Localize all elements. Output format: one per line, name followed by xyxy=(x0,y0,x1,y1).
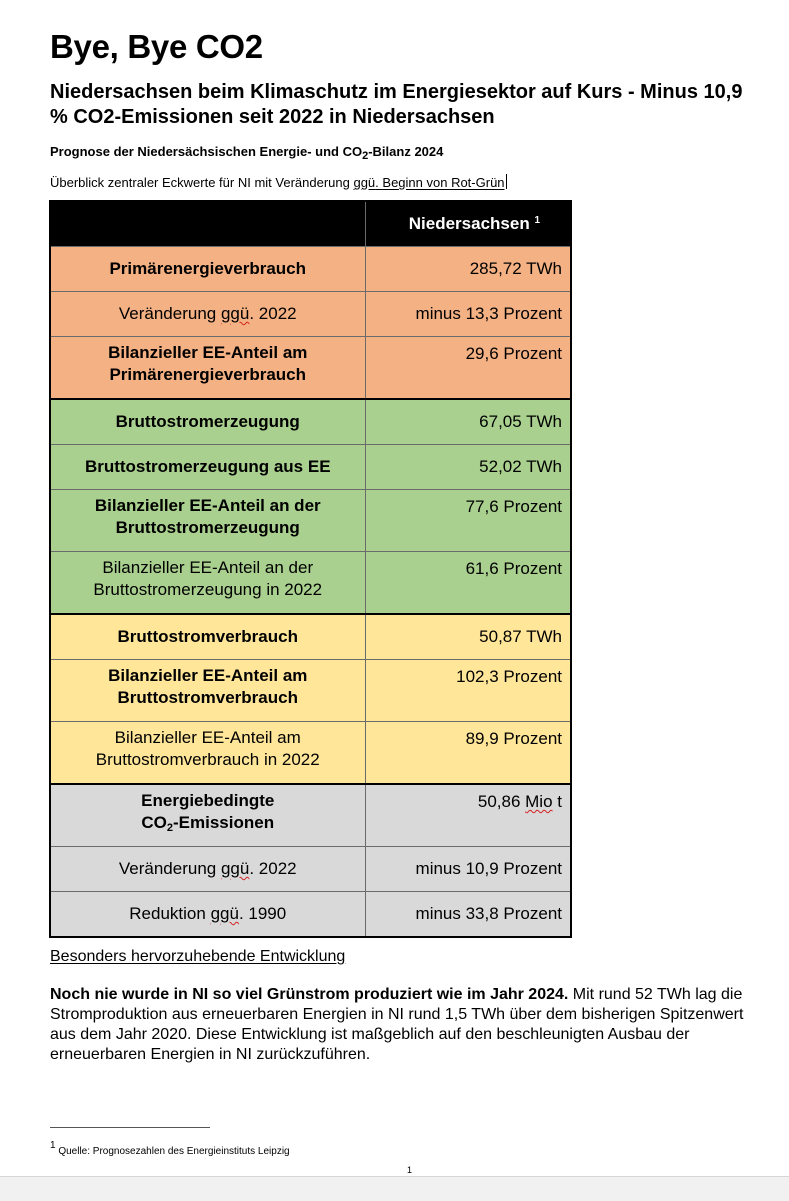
table-row xyxy=(50,614,571,660)
overview-abbrev: ggü xyxy=(353,175,376,190)
row-label-abbrev: ggü xyxy=(220,304,250,323)
table-row xyxy=(50,399,571,445)
row-value: 67,05 TWh xyxy=(365,399,571,445)
row-value: 50,87 TWh xyxy=(365,614,571,660)
row-label: Bruttostromerzeugung xyxy=(50,399,365,445)
row-label-part: . 2022 xyxy=(249,859,297,878)
row-label-part: CO xyxy=(141,813,167,832)
overview-text-d: Beginn von Rot-Grün xyxy=(382,175,505,190)
header-footnote-mark: 1 xyxy=(534,215,540,226)
row-label-part: Veränderung xyxy=(118,304,221,323)
row-value-abbrev: Mio xyxy=(525,792,553,811)
page-bottom-band xyxy=(0,1176,789,1201)
key-figures-table xyxy=(49,200,572,938)
table-row xyxy=(50,784,571,847)
row-value xyxy=(365,784,571,847)
footnote-mark: 1 xyxy=(50,1140,56,1151)
prognose-suffix: -Bilanz 2024 xyxy=(368,144,444,159)
row-label xyxy=(50,847,365,892)
row-label: Bilanzieller EE-Anteil an der Bruttostromerzeugung in 2022 xyxy=(50,552,365,615)
row-label xyxy=(50,892,365,938)
table-row xyxy=(50,292,571,337)
table-row xyxy=(50,552,571,615)
row-value: 61,6 Prozent xyxy=(365,552,571,615)
paragraph-lead: Noch nie wurde in NI so viel Grünstrom produziert wie im Jahr 2024. xyxy=(50,986,569,1003)
footnote xyxy=(50,1140,290,1157)
row-value: minus 10,9 Prozent xyxy=(365,847,571,892)
row-value: 77,6 Prozent xyxy=(365,490,571,552)
row-label-abbrev: ggü xyxy=(220,859,250,878)
table-row xyxy=(50,247,571,292)
row-label xyxy=(50,784,365,847)
row-value: 89,9 Prozent xyxy=(365,722,571,785)
row-label: Bilanzieller EE-Anteil am Bruttostromverbrauch xyxy=(50,660,365,722)
row-value: 285,72 TWh xyxy=(365,247,571,292)
row-label-part: Reduktion xyxy=(129,904,211,923)
document-title: Bye, Bye CO2 xyxy=(50,28,263,65)
row-label-subscript: 2 xyxy=(166,822,174,834)
table-row xyxy=(50,892,571,938)
table-header-row xyxy=(50,201,571,247)
page-number: 1 xyxy=(407,1165,413,1175)
prognose-subscript: 2 xyxy=(362,150,369,162)
row-label: Bilanzieller EE-Anteil an der Bruttostromerzeugung xyxy=(50,490,365,552)
row-label: Bruttostromerzeugung aus EE xyxy=(50,445,365,490)
row-value-part: 50,86 xyxy=(477,792,526,811)
row-value: 102,3 Prozent xyxy=(365,660,571,722)
row-label-part: . 2022 xyxy=(249,304,297,323)
row-label: Bilanzieller EE-Anteil am Primärenergieverbrauch xyxy=(50,337,365,400)
overview-text-a: Überblick zentraler Eckwerte für NI mit Veränderung xyxy=(50,175,354,190)
row-label-part: . 1990 xyxy=(238,904,287,923)
document-subtitle: Niedersachsen beim Klimaschutz im Energiesektor auf Kurs - Minus 10,9 % CO2-Emissionen seit 2022 in Niedersachsen xyxy=(50,81,743,128)
table-row xyxy=(50,445,571,490)
paragraph-body: Mit rund 52 TWh lag die Stromproduktion aus erneuerbaren Energien in NI rund 1,5 TWh über dem bisherigen Spitzenwert aus dem Jahr 2020. Diese Entwicklung ist maßgeblich auf den beschleunigten Ausbau der erneuerbaren Energien in NI zurückzuführen. xyxy=(50,986,744,1063)
row-value: minus 13,3 Prozent xyxy=(365,292,571,337)
row-value: 29,6 Prozent xyxy=(365,337,571,400)
table-header-blank xyxy=(50,201,365,247)
table-header-region xyxy=(365,201,571,247)
section-heading: Besonders hervorzuhebende Entwicklung xyxy=(50,948,346,965)
overview-line[interactable] xyxy=(50,174,507,190)
row-label-part: Energiebedingte xyxy=(141,791,275,810)
row-value-part: t xyxy=(552,792,562,811)
footnote-text: Quelle: Prognosezahlen des Energieinstituts Leipzig xyxy=(55,1146,290,1157)
body-paragraph xyxy=(50,985,770,1065)
row-label: Primärenergieverbrauch xyxy=(50,247,365,292)
table-row xyxy=(50,337,571,400)
footnote-separator xyxy=(50,1127,210,1128)
row-label-part: Veränderung xyxy=(118,859,221,878)
header-label: Niedersachsen xyxy=(408,214,530,233)
row-label: Bruttostromverbrauch xyxy=(50,614,365,660)
row-label-part: -Emissionen xyxy=(173,813,275,832)
row-value: 52,02 TWh xyxy=(365,445,571,490)
text-cursor xyxy=(506,174,507,189)
table-row xyxy=(50,847,571,892)
row-label: Bilanzieller EE-Anteil am Bruttostromverbrauch in 2022 xyxy=(50,722,365,785)
table-row xyxy=(50,490,571,552)
table-row xyxy=(50,722,571,785)
prognose-line xyxy=(50,144,444,162)
row-value: minus 33,8 Prozent xyxy=(365,892,571,938)
row-label-abbrev: ggü xyxy=(210,904,239,923)
overview-text-c: . xyxy=(375,175,383,190)
row-label xyxy=(50,292,365,337)
prognose-prefix: Prognose der Niedersächsischen Energie- und CO xyxy=(50,144,363,159)
table-row xyxy=(50,660,571,722)
